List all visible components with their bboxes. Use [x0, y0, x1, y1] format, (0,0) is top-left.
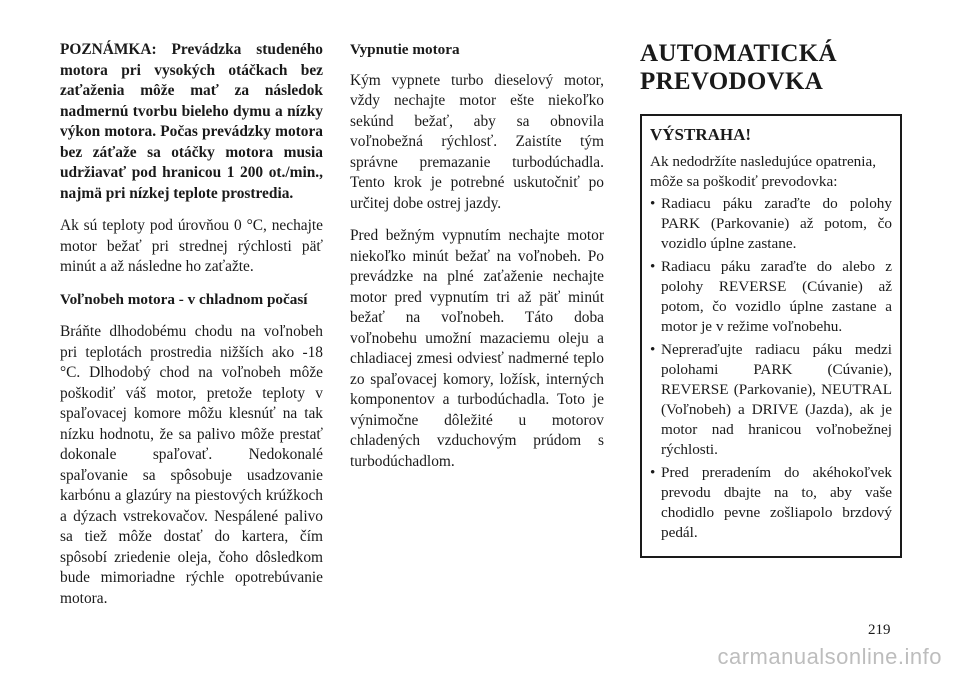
section-title-line-1: AUTOMATICKÁ	[640, 40, 837, 67]
cold-idle-heading: Voľnobeh motora - v chladnom počasí	[60, 290, 308, 308]
low-temperature-paragraph: Ak sú teploty pod úrovňou 0 °C, nechajte motor bežať pri strednej rýchlosti päť minút a až následne ho zaťažte.	[60, 217, 323, 275]
section-title-line-2: PREVODOVKA	[640, 68, 824, 95]
warning-box	[640, 114, 902, 558]
shutdown-paragraph-2: Pred bežným vypnutím nechajte motor niekoľko minút bežať na voľnobeh. Po prevádzke na plné zaťaženie nechajte motor pred vypnutím tri až päť minút bežať na voľnobeh. Táto doba voľnobehu umožní mazaciemu oleju a chladiacej zmesi odviesť nadmerné teplo zo spaľovacej komory, ložísk, interných komponentov a turbodúchadla. Toto je výnimočne dôležité u motorov chladených vzduchovým prúdom s turbodúchadlom.	[350, 227, 604, 470]
section-title	[640, 40, 900, 96]
shutdown-paragraph-1: Kým vypnete turbo dieselový motor, vždy nechajte motor ešte niekoľko sekúnd bežať, aby sa obnovila voľnobežná rýchlosť. Zaistíte tým správne premazanie turbodúchadla. Tento krok je potrebné uskutočniť po určitej dobe ostrej jazdy.	[350, 71, 604, 212]
watermark-text: carmanualsonline.info	[717, 644, 942, 669]
bullet-icon: •	[650, 195, 656, 212]
bullet-icon: •	[650, 341, 656, 358]
engine-shutdown-heading: Vypnutie motora	[350, 41, 460, 58]
left-column	[60, 40, 323, 621]
warning-intro: Ak nedodržíte nasledujúce opatrenia, môže sa poškodiť prevodovka:	[650, 153, 877, 190]
middle-column	[350, 40, 604, 484]
warning-item	[650, 194, 892, 254]
warning-item-text: Radiacu páku zaraďte do polohy PARK (Parkovanie) až potom, čo vozidlo úplne zastane.	[661, 195, 892, 252]
right-column	[640, 40, 900, 558]
warning-item	[650, 340, 892, 460]
bullet-icon: •	[650, 258, 656, 275]
warning-item	[650, 257, 892, 337]
warning-item-text: Radiacu páku zaraďte do alebo z polohy REVERSE (Cúvanie) až potom, čo vozidlo úplne zastane a motor je v režime voľnobehu.	[661, 258, 892, 335]
warning-item-text: Nepreraďujte radiacu páku medzi polohami PARK (Cúvanie), REVERSE (Parkovanie), NEUTRAL (Voľnobeh) a DRIVE (Jazda), ak je motor nad hranicou voľnobežnej rýchlosti.	[661, 341, 892, 458]
warning-item-text: Pred preradením do akéhokoľvek prevodu dbajte na to, aby vaše chodidlo pevne zošliapolo brzdový pedál.	[661, 464, 892, 541]
cold-idle-paragraph: Bráňte dlhodobému chodu na voľnobeh pri teplotách prostredia nižších ako -18 °C. Dlhodobý chod na voľnobeh môže poškodiť váš motor, pretože teploty v spaľovacej komore môžu klesnúť na tak nízku hodnotu, že sa palivo môže prestať dokonale spaľovať. Nedokonalé spaľovanie sa spôsobuje usadzovanie karbónu a glazúry na piestových krúžkoch a dýzach vstrekovačov. Nespálené palivo sa tiež môže dostať do kartera, čím spôsobí zriedenie oleja, čoho dôsledkom bude mimoriadne rýchle opotrebúvanie motora.	[60, 323, 323, 607]
warning-title: VÝSTRAHA!	[650, 125, 752, 144]
warning-list	[650, 194, 892, 543]
bullet-icon: •	[650, 464, 656, 481]
warning-item	[650, 463, 892, 543]
cold-engine-note: POZNÁMKA: Prevádzka studeného motora pri vysokých otáčkach bez zaťaženia môže mať za následok nadmernú tvorbu bieleho dymu a nízky výkon motora. Počas prevádzky motora bez záťaže sa otáčky motora musia udržiavať pod hranicou 1 200 ot./min., najmä pri nízkej teplote prostredia.	[60, 41, 323, 202]
page-number: 219	[868, 622, 891, 638]
